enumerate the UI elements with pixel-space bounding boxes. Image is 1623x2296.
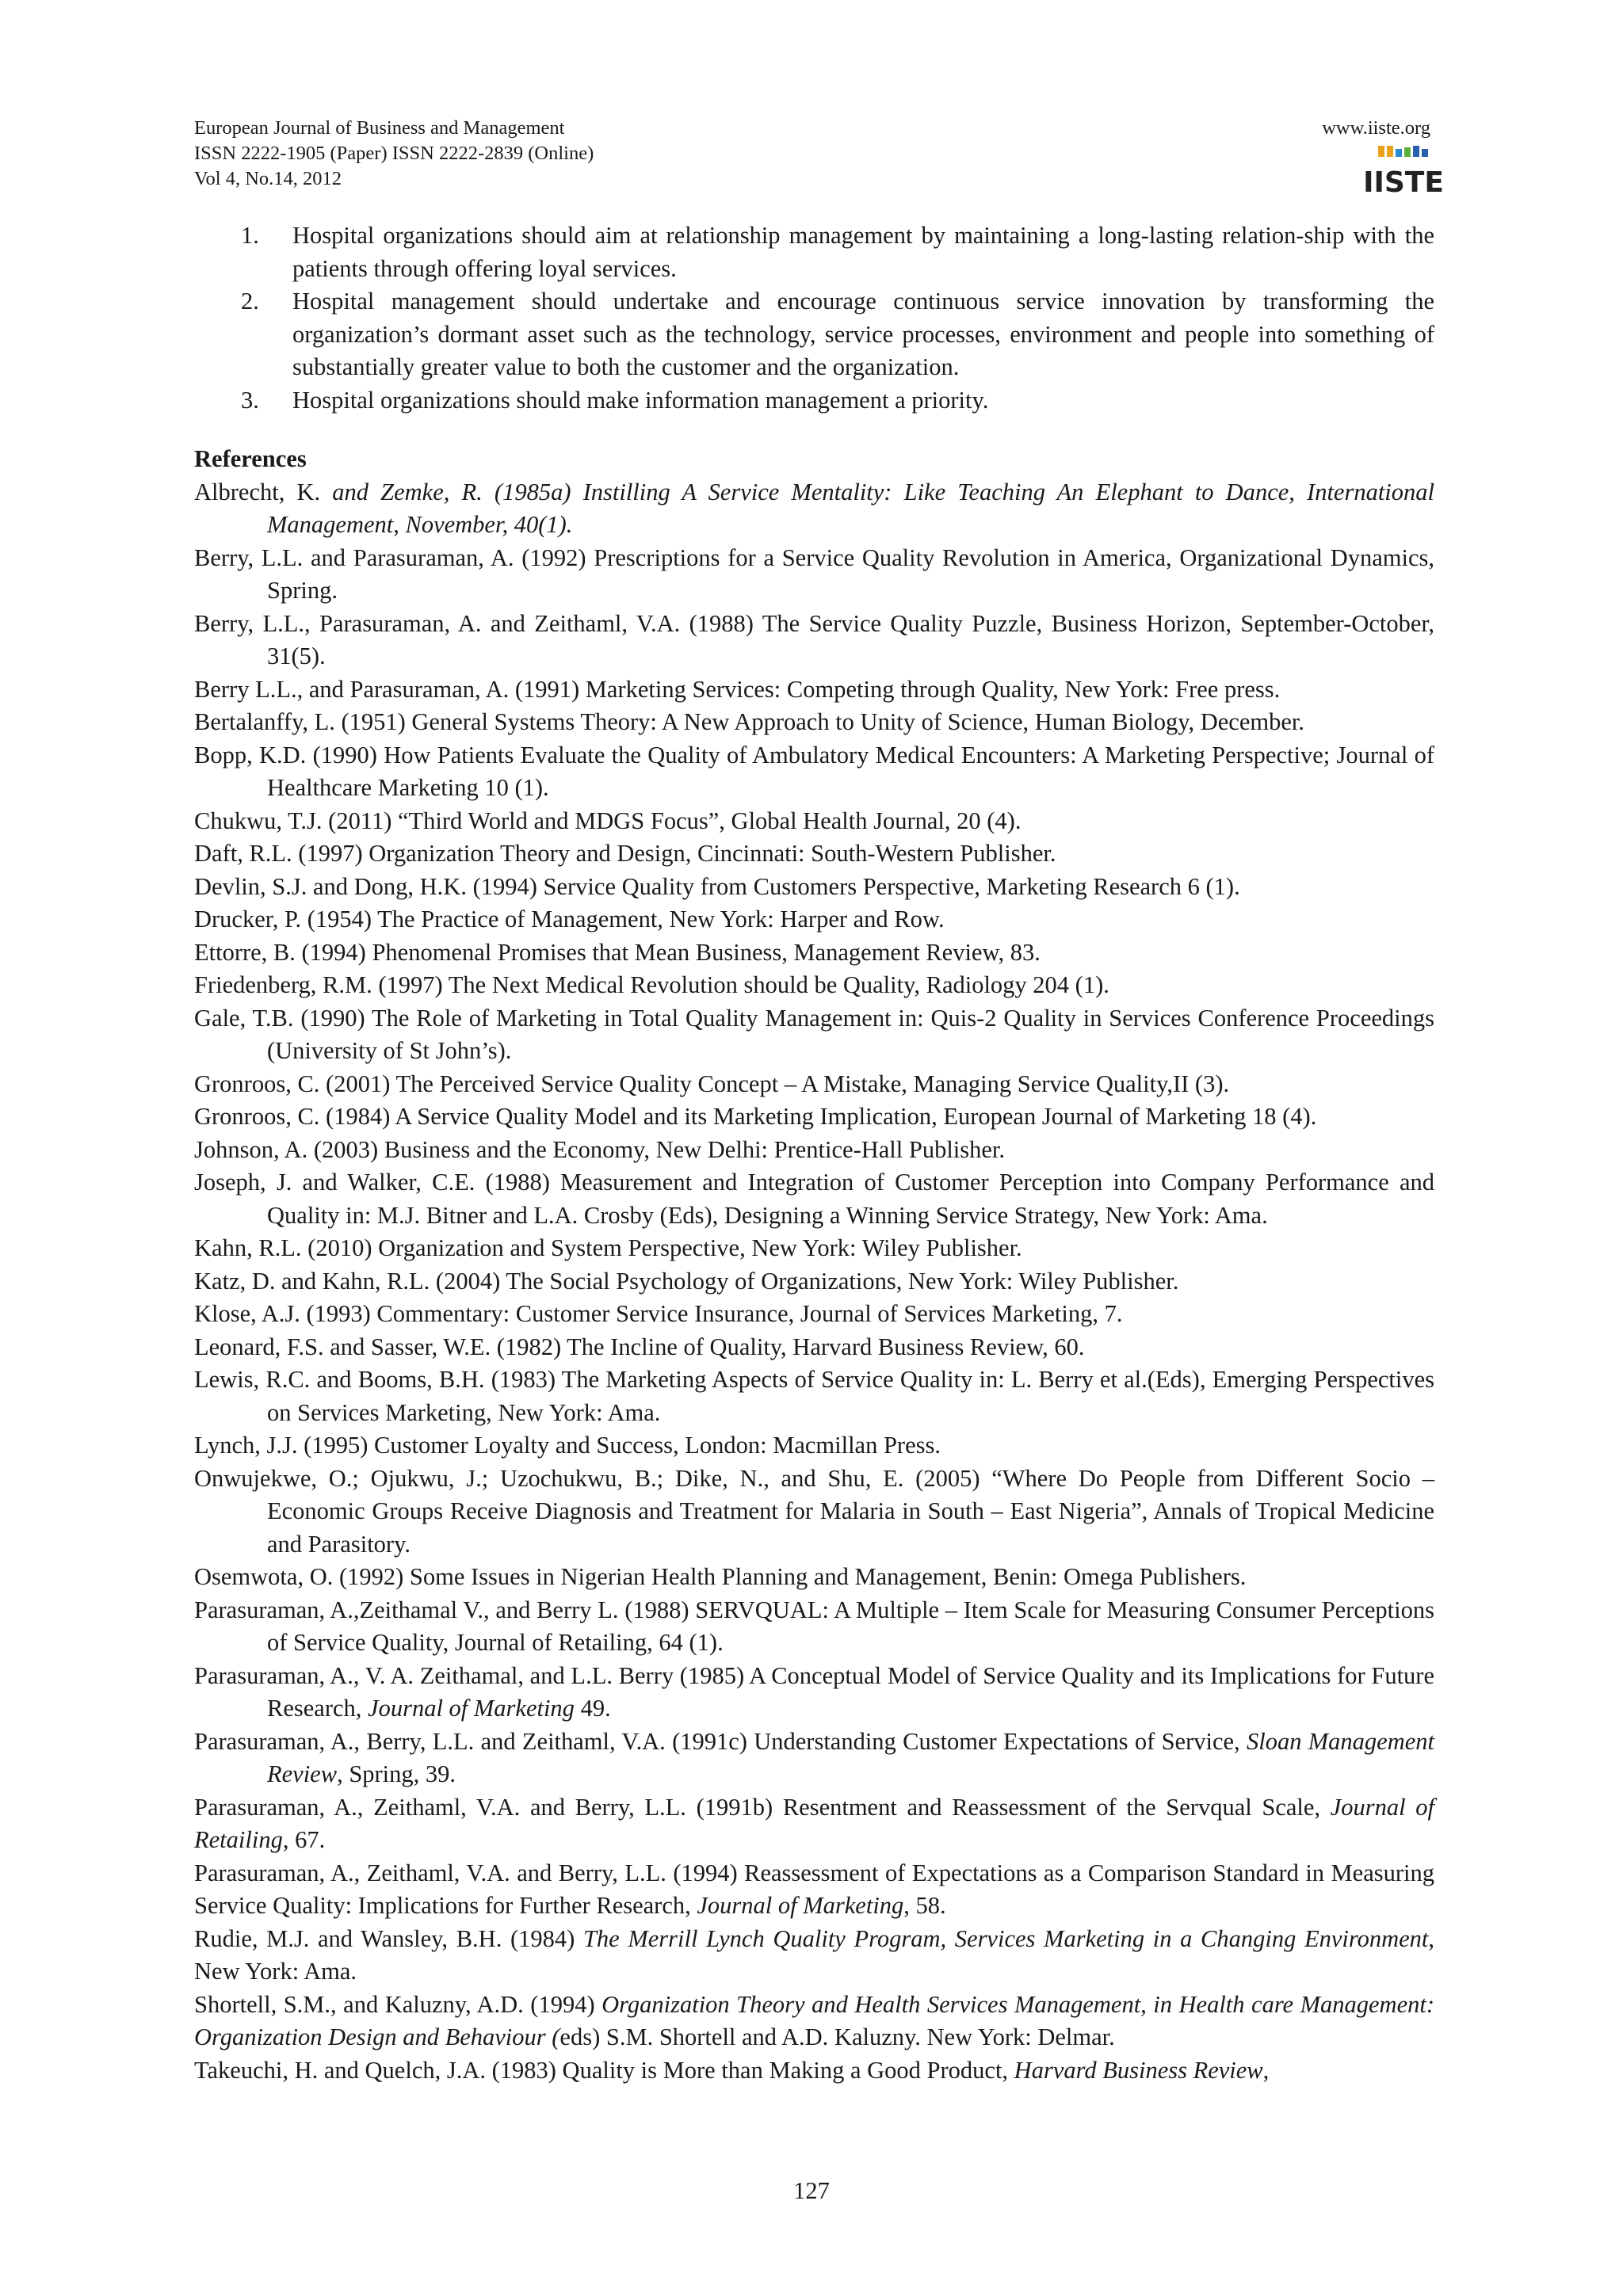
ref-text: Onwujekwe, O.; Ojukwu, J.; Uzochukwu, B.; Dike, N., and Shu, E. (2005) “Where Do People from Different Socio – Economic Groups Receive Diagnosis and Treatment for Malaria in South – East Nigeria”, Annals of Tropical Medicine and Parasitory. — [194, 1464, 1434, 1558]
reference-entry — [194, 608, 1434, 673]
ref-text: Parasuraman, A., Berry, L.L. and Zeithaml, V.A. (1991c) Understanding Customer Expectations of Service, — [194, 1727, 1247, 1755]
reference-entry — [194, 1265, 1434, 1299]
journal-website[interactable] — [1322, 116, 1430, 141]
recommendation-item — [194, 285, 1434, 384]
ref-text: , New York: Ama. — [194, 1924, 1435, 1985]
ref-text: Bopp, K.D. (1990) How Patients Evaluate the Quality of Ambulatory Medical Encounters: A Marketing Perspective; Journal of Healthcare Marketing 10 (1). — [194, 741, 1434, 801]
reference-entry — [194, 739, 1434, 805]
recommendation-item — [194, 219, 1434, 285]
reference-entry — [194, 805, 1434, 838]
reference-entry — [194, 1134, 1434, 1167]
references-list — [194, 476, 1434, 2088]
references-heading: References — [194, 445, 307, 472]
ref-text: , Spring, 39. — [337, 1760, 456, 1787]
ref-text: Katz, D. and Kahn, R.L. (2004) The Social Psychology of Organizations, New York: Wiley Publisher. — [194, 1267, 1179, 1295]
journal-volume: Vol 4, No.14, 2012 — [194, 168, 342, 189]
iiste-logo — [1363, 144, 1444, 199]
journal-header — [194, 116, 594, 192]
reference-entry — [194, 1561, 1434, 1594]
reference-entry — [194, 837, 1434, 871]
reference-entry — [194, 1463, 1434, 1562]
ref-text: Bertalanffy, L. (1951) General Systems Theory: A New Approach to Unity of Science, Human Biology, December. — [194, 708, 1304, 735]
ref-text: Shortell, S.M., and Kaluzny, A.D. (1994) — [194, 1990, 602, 2018]
reference-entry — [194, 1594, 1434, 1660]
reference-entry — [194, 1068, 1434, 1101]
reference-entry — [194, 1660, 1434, 1726]
page-number: 127 — [793, 2177, 830, 2204]
item-text: Hospital organizations should make information management a priority. — [292, 386, 989, 414]
ref-text: 49. — [574, 1695, 611, 1722]
ref-text: Albrecht, K. — [194, 478, 333, 505]
reference-entry — [194, 1857, 1434, 1923]
ref-text: Parasuraman, A., Zeithaml, V.A. and Berry, L.L. (1991b) Resentment and Reassessment of the Servqual Scale, — [194, 1793, 1331, 1821]
ref-text: Joseph, J. and Walker, C.E. (1988) Measurement and Integration of Customer Perception into Company Performance and Quality in: M.J. Bitner and L.A. Crosby (Eds), Designing a Winning Service Strategy, New York: Ama. — [194, 1169, 1434, 1229]
reference-entry — [194, 871, 1434, 904]
ref-text-italic: The Merrill Lynch Quality Program, Services Marketing in a Changing Environment — [582, 1924, 1429, 1952]
reference-entry — [194, 673, 1434, 707]
reference-entry — [194, 542, 1434, 608]
ref-text: Berry L.L., and Parasuraman, A. (1991) Marketing Services: Competing through Quality, New York: Free press. — [194, 675, 1281, 703]
ref-text-italic: Journal of Retailing — [194, 1793, 1434, 1853]
ref-text: Parasuraman, A., V. A. Zeithamal, and L.L. Berry (1985) A Conceptual Model of Service Quality and its Implications for Future Research, — [194, 1661, 1434, 1722]
reference-entry — [194, 476, 1434, 542]
ref-text: Berry, L.L., Parasuraman, A. and Zeithaml, V.A. (1988) The Service Quality Puzzle, Business Horizon, September-October, 31(5). — [194, 609, 1434, 669]
reference-entry — [194, 1791, 1434, 1857]
ref-text: Rudie, M.J. and Wansley, B.H. (1984) — [194, 1924, 583, 1952]
reference-entry — [194, 1363, 1434, 1429]
reference-entry — [194, 969, 1434, 1002]
reference-entry — [194, 1726, 1434, 1791]
item-number: 2. — [241, 288, 259, 315]
reference-entry — [194, 1989, 1434, 2054]
recommendation-item — [194, 384, 1434, 418]
ref-text-italic: and Zemke, R. (1985a) Instilling A Service Mentality: Like Teaching An Elephant to Dance, International Management, November, 40(1). — [267, 478, 1435, 538]
ref-text: Parasuraman, A.,Zeithamal V., and Berry L. (1988) SERVQUAL: A Multiple – Item Scale for Measuring Consumer Perceptions of Service Quality, Journal of Retailing, 64 (1). — [194, 1596, 1434, 1656]
reference-entry — [194, 1100, 1434, 1134]
ref-text: Leonard, F.S. and Sasser, W.E. (1982) The Incline of Quality, Harvard Business Review, 60. — [194, 1333, 1085, 1360]
item-text: Hospital organizations should aim at relationship management by maintaining a long-lasting relation-ship with the patients through offering loyal services. — [292, 222, 1434, 282]
reference-entry — [194, 706, 1434, 739]
reference-entry — [194, 1166, 1434, 1232]
ref-text-italic: Organization Theory and Health Services Management, in Health care Management: Organization Design and Behaviour ( — [194, 1990, 1434, 2050]
reference-entry — [194, 2054, 1434, 2088]
reference-entry — [194, 1331, 1434, 1364]
ref-text: Lewis, R.C. and Booms, B.H. (1983) The Marketing Aspects of Service Quality in: L. Berry et al.(Eds), Emerging Perspectives on Services Marketing, New York: Ama. — [194, 1366, 1434, 1426]
reference-entry — [194, 1298, 1434, 1331]
journal-title: European Journal of Business and Management — [194, 117, 565, 139]
ref-text-italic: Harvard Business Review — [1014, 2056, 1263, 2084]
ref-text: Ettorre, B. (1994) Phenomenal Promises that Mean Business, Management Review, 83. — [194, 938, 1041, 966]
ref-text: Takeuchi, H. and Quelch, J.A. (1983) Quality is More than Making a Good Product, — [194, 2056, 1014, 2084]
ref-text: Gronroos, C. (1984) A Service Quality Model and its Marketing Implication, European Journal of Marketing 18 (4). — [194, 1103, 1317, 1130]
ref-text: , — [1262, 2056, 1270, 2084]
ref-text: Klose, A.J. (1993) Commentary: Customer Service Insurance, Journal of Services Marketing, 7. — [194, 1300, 1123, 1327]
page-body — [194, 219, 1434, 2087]
website-link[interactable]: www.iiste.org — [1322, 117, 1430, 139]
ref-text: Parasuraman, A., Zeithaml, V.A. and Berry, L.L. (1994) Reassessment of Expectations as a Comparison Standard in Measuring Service Quality: Implications for Further Research, — [194, 1859, 1434, 1919]
ref-text: Johnson, A. (2003) Business and the Economy, New Delhi: Prentice-Hall Publisher. — [194, 1135, 1006, 1163]
ref-text: Gale, T.B. (1990) The Role of Marketing in Total Quality Management in: Quis-2 Quality in Services Conference Proceedings (University of St John’s). — [194, 1004, 1434, 1064]
ref-text: Berry, L.L. and Parasuraman, A. (1992) Prescriptions for a Service Quality Revolution in America, Organizational Dynamics, Spring. — [194, 543, 1434, 604]
recommendations-list — [194, 219, 1434, 417]
ref-text: Friedenberg, R.M. (1997) The Next Medical Revolution should be Quality, Radiology 204 (1). — [194, 971, 1109, 998]
reference-entry — [194, 1923, 1434, 1989]
reference-entry — [194, 1002, 1434, 1068]
ref-text: eds) S.M. Shortell and A.D. Kaluzny. New York: Delmar. — [559, 2023, 1115, 2050]
reference-entry — [194, 1232, 1434, 1265]
svg-text:IISTE: IISTE — [1363, 166, 1444, 199]
reference-entry — [194, 903, 1434, 936]
item-number: 1. — [241, 222, 259, 249]
ref-text: Gronroos, C. (2001) The Perceived Service Quality Concept – A Mistake, Managing Service Quality,II (3). — [194, 1070, 1230, 1097]
ref-text: Drucker, P. (1954) The Practice of Management, New York: Harper and Row. — [194, 906, 945, 933]
journal-issn: ISSN 2222-1905 (Paper) ISSN 2222-2839 (Online) — [194, 143, 594, 164]
ref-text: Osemwota, O. (1992) Some Issues in Nigerian Health Planning and Management, Benin: Omega Publishers. — [194, 1563, 1247, 1590]
reference-entry — [194, 936, 1434, 970]
ref-text-italic: Journal of Marketing — [368, 1695, 575, 1722]
ref-text: Lynch, J.J. (1995) Customer Loyalty and Success, London: Macmillan Press. — [194, 1432, 941, 1459]
item-number: 3. — [241, 386, 259, 414]
ref-text: Kahn, R.L. (2010) Organization and System Perspective, New York: Wiley Publisher. — [194, 1234, 1022, 1261]
reference-entry — [194, 1429, 1434, 1463]
ref-text: , 58. — [903, 1892, 946, 1919]
ref-text: Daft, R.L. (1997) Organization Theory and Design, Cincinnati: South-Western Publisher. — [194, 840, 1056, 867]
ref-text: Chukwu, T.J. (2011) “Third World and MDGS Focus”, Global Health Journal, 20 (4). — [194, 807, 1022, 834]
ref-text-italic: Journal of Marketing — [697, 1892, 904, 1919]
ref-text-italic: Sloan Management Review — [267, 1727, 1434, 1787]
ref-text: , 67. — [282, 1826, 326, 1853]
ref-text: Devlin, S.J. and Dong, H.K. (1994) Service Quality from Customers Perspective, Marketing Research 6 (1). — [194, 872, 1240, 900]
item-text: Hospital management should undertake and encourage continuous service innovation by transforming the organization’s dormant asset such as the technology, service processes, environment and people into something of substantially greater value to both the customer and the organization. — [292, 288, 1434, 380]
